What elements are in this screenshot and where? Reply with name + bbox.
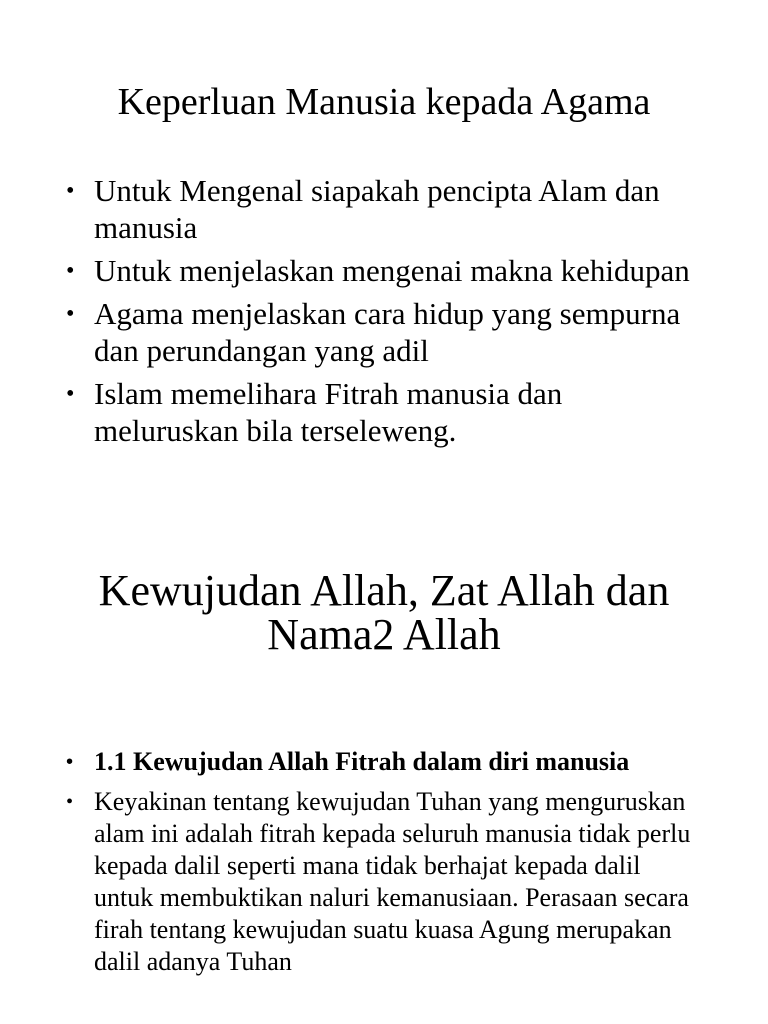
- bullet-text: Untuk menjelaskan mengenai makna kehidupan: [94, 253, 690, 288]
- bullet-icon: •: [66, 380, 75, 407]
- list-item: [0, 252, 768, 289]
- list-item: [0, 172, 768, 246]
- bullet-text: Agama menjelaskan cara hidup yang sempurna dan perundangan yang adil: [94, 296, 681, 368]
- slide-2-title: [0, 566, 768, 659]
- slide-1-title: Keperluan Manusia kepada Agama: [117, 81, 651, 123]
- slide-1-bullet-list: [0, 172, 768, 455]
- slide-2-title-line-2: Nama2 Allah: [267, 610, 501, 659]
- list-item: [0, 746, 768, 778]
- bullet-icon: •: [66, 257, 75, 284]
- list-item: [0, 375, 768, 449]
- bullet-text: Untuk Mengenal siapakah pencipta Alam dan manusia: [94, 173, 660, 245]
- bullet-icon: •: [66, 300, 75, 327]
- bullet-text: Keyakinan tentang kewujudan Tuhan yang menguruskan alam ini adalah fitrah kepada seluruh manusia tidak perlu kepada dalil seperti mana tidak berhajat kepada dalil untuk membuktikan naluri kemanusiaan. Perasaan secara firah tentang kewujudan suatu kuasa Agung merupakan dalil adanya Tuhan: [94, 787, 691, 976]
- bullet-icon: •: [66, 791, 74, 813]
- list-item: [0, 786, 768, 978]
- section-heading: 1.1 Kewujudan Allah Fitrah dalam diri manusia: [94, 747, 630, 776]
- bullet-text: Islam memelihara Fitrah manusia dan meluruskan bila terseleweng.: [94, 376, 563, 448]
- bullet-icon: •: [66, 751, 74, 773]
- list-item: [0, 295, 768, 369]
- bullet-icon: •: [66, 177, 75, 204]
- slide-2-bullet-list: [0, 746, 768, 986]
- slide-2-title-line-1: Kewujudan Allah, Zat Allah dan: [98, 566, 670, 615]
- slide-2: [0, 520, 768, 1024]
